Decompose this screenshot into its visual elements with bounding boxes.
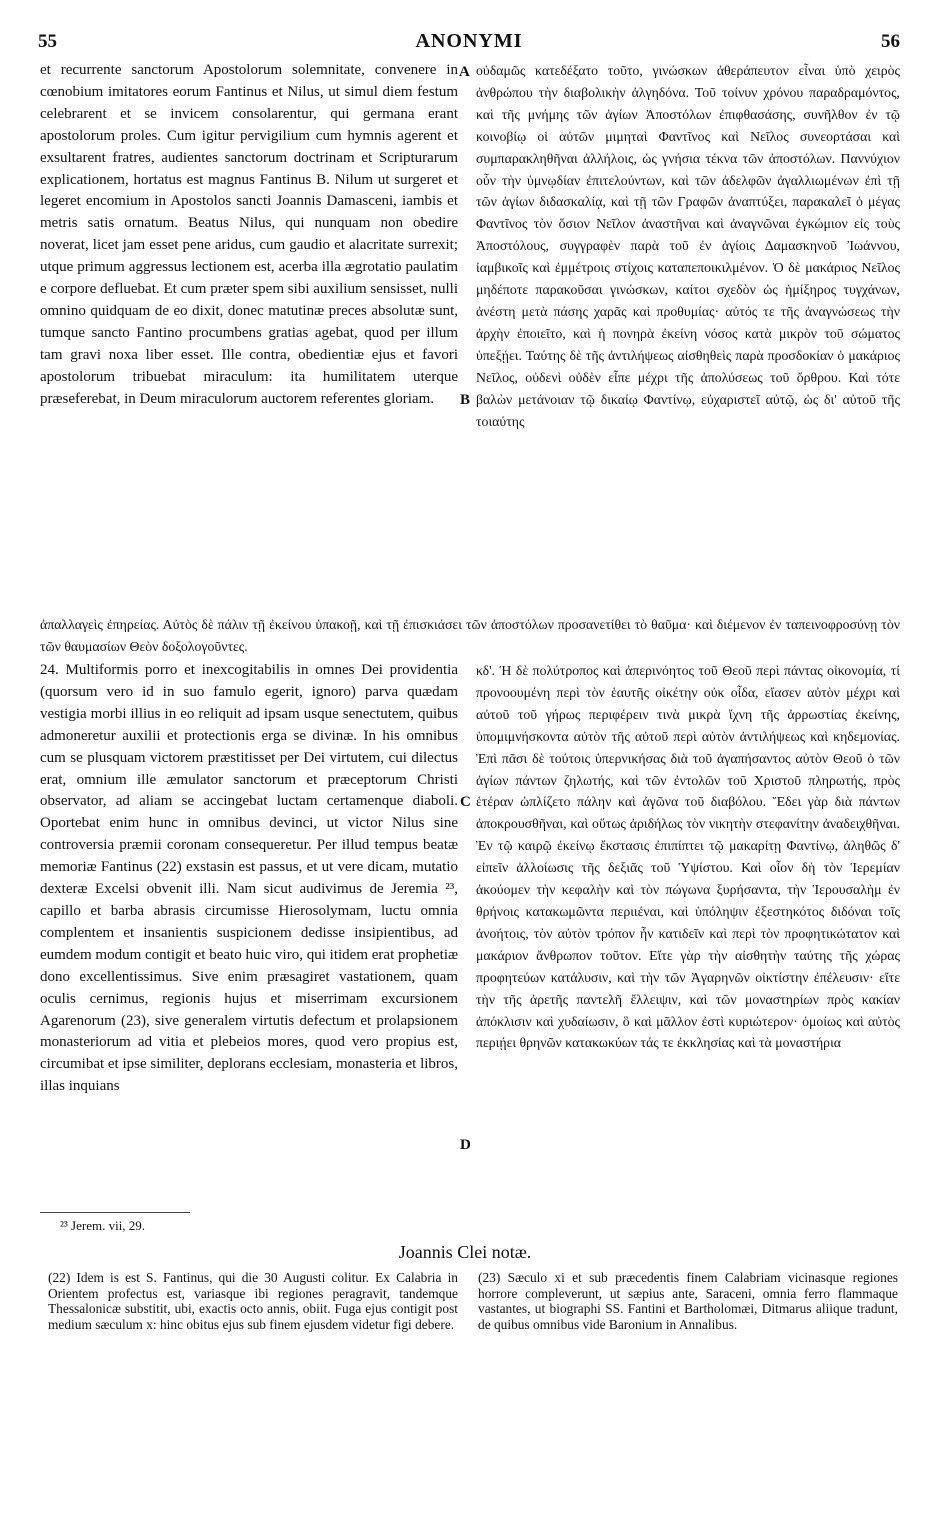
footnote-divider: [40, 1212, 190, 1213]
latin-column-top: [40, 60, 458, 411]
greek-paragraph: οὐδαμῶς κατεδέξατο τοῦτο, γινώσκων ἀθεράπευτον εἶναι ὑπὸ χειρὸς ἀνθρώπου τὴν διαβολικὴν ἀλγηδόνα. Τοῦ τοίνυν χρόνου παραδραμόντος, καὶ τῆς μνήμης τῶν ἁγίων Ἀποστόλων ἐπιφθασάσης, συνῆλθον ἐν τῷ κοινοβίῳ οἱ αὐτῶν μιμηταὶ Φαντῖνος καὶ Νεῖλος συνεορτάσαι καὶ συμπαρακληθῆναι ἀλλήλοις, ὡς γνήσια τέκνα τῶν ἀποστόλων. Παννύχιον οὖν τὴν ὑμνῳδίαν ἐπιτελούντων, καὶ τῶν ἀδελφῶν ἀγαλλιωμένων ἐπὶ τῇ τῶν ἁγίων διδασκαλίᾳ, καὶ τῇ τῶν Γραφῶν ἀναπτύξει, παρακαλεῖ ὁ μέγας Φαντῖνος τὸν ὅσιον Νεῖλον ἀναστῆναι καὶ ἀναγνῶναι ἐγκώμιον εἰς τοὺς Ἀποστόλους, συγγραφὲν παρὰ τοῦ ἐν ἁγίοις Δαμασκηνοῦ Ἰωάννου, ἰαμβικοῖς καὶ ἐμμέτροις στίχοις καταπεποικιλμένον. Ὁ δὲ μακάριος Νεῖλος μηδέποτε παρακοῦσαι γινώσκων, καίτοι σχεδὸν ὡς ἡμίξηρος τυγχάνων, ἀνέστη μετὰ πάσης χαρᾶς καὶ προθυμίας· αὐτός τε τῆς ἀναγνώσεως τὴν ἀρχὴν ἐποιεῖτο, καὶ ἡ πονηρὰ ἐκείνη νόσος κατὰ μικρὸν τοῦ σώματος ὑπεξῄει. Ταύτης δὲ τῆς ἀντιλήψεως αἰσθηθεὶς παρὰ προσδοκίαν ὁ μακάριος Νεῖλος, οὐδενὶ οὐδὲν εἶπε μέχρι τῆς ἀπολύσεως τοῦ ὄρθρου. Καὶ τότε βαλὼν μετάνοιαν τῷ δικαίῳ Φαντίνῳ, εὐχαριστεῖ αὐτῷ, ὡς δι' αὐτοῦ τῆς τοιαύτης: [476, 63, 900, 429]
notes-title: Joannis Clei notæ.: [398, 1242, 532, 1262]
latin-paragraph: et recurrente sanctorum Apostolorum solemnitate, convenere in cœnobium imitatores eorum Fantinus et Nilus, ut simul diem festum celebrarent et se invicem consolarentur, qui germana erant apostolorum proles. Cum igitur pervigilium cum hymnis agerent et exsultarent fratres, audientes sanctorum doctrinam et Scripturarum explicationem, hortatus est magnus Fantinus B. Nilum ut surgeret et legeret encomium in Apostolos sancti Joannis Damasceni, iambis et metris satis ornatum. Beatus Nilus, qui nunquam non obedire noverat, licet jam esset pene aridus, cum gaudio et alacritate surrexit; utque primum aggressus lectionem est, acerba illa ægrotatio paulatim e corpore defluebat. Et cum præter spem sibi auxilium sensisset, nulli omnino quidquam de eo dixit, donec matutinæ preces absolutæ sunt, tumque sancto Fantino procumbens gratias agebat, quod per illum tam gravi noxa liber esset. Ille contra, obedientiæ ejus et favori apostolorum tribuebat miraculum: ita humilitatem uterque præseferebat, in Deum miraculorum auctorem referentes gloriam.: [40, 62, 458, 407]
greek-bridge-paragraph: ἀπαλλαγεὶς ἐπηρείας. Αὐτὸς δὲ πάλιν τῇ ἐκείνου ὑπακοῇ, καὶ τῇ ἐπισκιάσει τῶν ἀποστόλων προσανετίθει τὸ θαῦμα· καὶ διέμενον ἐν ταπεινοφροσύνῃ τὸν τῶν θαυμασίων Θεὸν δοξολογοῦντες.: [40, 617, 900, 654]
greek-paragraph-24: κδ'. Ἡ δὲ πολύτροπος καὶ ἀπερινόητος τοῦ Θεοῦ περὶ πάντας οἰκονομία, τί προνοουμένη περὶ τὸν ἑαυτῆς οἰκέτην οὐκ οἶδα, εἴασεν αὐτὸν μέχρι καὶ αὐτοῦ τοῦ γήρως περιφέρειν τινὰ μικρὰ ἴχνη τῆς ἀρρωστίας ἐκείνης, ὑπομιμνήσκοντα αὐτὸν τῆς αὐτοῦ περὶ αὐτὸν ἀντιλήψεως καὶ κηδεμονίας. Ἐπὶ πᾶσι δὲ τούτοις ὑπερνικήσας διὰ τοῦ ἀγαπήσαντος αὐτὸν Θεοῦ ὁ τῶν ἁγίων πάντων ζηλωτής, καὶ τῶν ἐντολῶν τοῦ Χριστοῦ πληρωτής, πρὸς ἑτέραν ὡπλίζετο πάλην καὶ ἀγῶνα τοῦ διαβόλου. Ἔδει γὰρ διὰ πάντων ἀποκρουσθῆναι, καὶ οὕτως ἀριδήλως τὸν νικητὴν στεφανίτην ἀναδειχθῆναι. Ἐν τῷ καιρῷ ἐκείνῳ ἔκστασις ἐπιπίπτει τῷ μακαρίτῃ Φαντίνῳ, ἀληθῶς δ' εἰπεῖν ἀλλοίωσις τῆς δεξιᾶς τοῦ Ὑψίστου. Καὶ οἷον δὴ τὸν Ἱερεμίαν ἀκούομεν τὴν κεφαλὴν καὶ τὸν πώγωνα ξυρήσαντα, τὴν Ἱερουσαλὴμ ἐν θρήνοις κατακωμῶντα περιιέναι, καὶ ὑπόληψιν ἐξεστηκότος διδόναι τοῖς ἀνοήτοις, τὸν αὐτὸν τρόπον ἦν κατιδεῖν καὶ περὶ τὸν προφητικώτατον καὶ μακάριον ἄνθρωπον τοῦτον. Εἴτε γὰρ τὴν αἰσθητὴν ταύτης τῆς χώρας προφητεύων κατάλυσιν, καὶ τὴν τῶν Ἀγαρηνῶν οἰκτίστην ἐπέλευσιν· εἴτε τὴν τῆς ἀρετῆς παντελῆ ἔλλειψιν, καὶ τῶν μοναστηρίων πρὸς κακίαν ἀπόκλισιν καὶ χυδαίωσιν, ὃ καὶ μᾶλλον ἐστὶ κυριώτερον· ὁμοίως καὶ αὐτὸς περιῄει θρηνῶν κατακωκύων τάς τε ἐκκλησίας καὶ τὰ μοναστήρια: [476, 663, 900, 1051]
latin-paragraph-24: 24. Multiformis porro et inexcogitabilis in omnes Dei providentia (quorsum vero id in suo famulo egerit, ignoro) parva quædam vestigia morbi illius in eo reliquit ad ipsam usque senectutem, quibus admoneretur auxilii et protectionis erga se divinæ. In his omnibus cum se plusquam victorem præstitisset per Dei virtutem, cui dilectus erat, omnium ille æmulator sanctorum et præceptorum Christi observator, ad aliam se accingebat luctam certamenque diaboli. Oportebat enim hunc in omnibus devinci, ut victor Nilus sine controversia præmii coronam consequeretur. Per illud tempus beatæ memoriæ Fantinus (22) exstasin est passus, et ut vere dicam, mutatio dexteræ Excelsi obvenit illi. Nam sicut audivimus de Jeremia ²³, capillo et barba abrasis circumisse Hierosolymam, luctu omnia complentem et insanientis suspicionem dedisse insipientibus, ad eumdem modum contigit et beato huic viro, qui itidem erat prophetiæ dono excellentissimus. Sive enim præsagiret vastationem, quam oculis cernimus, regionis hujus et miserrimam excursionem Agarenorum (23), sive generalem virtutis defectum et prolapsionem monasteriorum ad vitia et plebeios mores, quod vero propius est, circumibat et ipse similiter, deplorans ecclesiam, monasteria et libros, illas inquians: [40, 662, 459, 1095]
footnote: ²³ Jerem. vii, 29.: [60, 1218, 146, 1233]
page-header: [38, 30, 900, 56]
page-number-right: 56: [881, 31, 900, 52]
running-title: ANONYMI: [415, 30, 523, 52]
note-23: (23) Sæculo xi et sub præcedentis finem Calabriam vicinasque regiones horrore compleverunt, ut sæpius ante, Saraceni, omnia ferro flammaque vastantes, ut biographi SS. Fantini et Bartholomæi, Ditmarus aliique tradunt, de quibus omnibus vide Baronium in Annalibus.: [478, 1270, 898, 1332]
section-marker-b: B: [460, 392, 471, 408]
section-marker-a: A: [459, 64, 470, 80]
greek-column-top: [476, 60, 900, 432]
section-marker-c: C: [460, 794, 471, 810]
latin-column-bottom: [40, 660, 458, 1098]
section-marker-d: D: [460, 1137, 471, 1153]
greek-bridge-text: [40, 614, 900, 658]
page-number-left: 55: [38, 31, 57, 52]
greek-column-bottom: [476, 660, 900, 1054]
note-22: (22) Idem is est S. Fantinus, qui die 30 Augusti colitur. Ex Calabria in Orientem profectus est, variasque ibi regiones peragravit, tandemque Thessalonicæ substitit, ubi, exactis octo annis, obiit. Fuga ejus contigit post medium sæculum x: hinc obitus ejus sub finem ejusdem videtur figi debere.: [48, 1270, 458, 1332]
